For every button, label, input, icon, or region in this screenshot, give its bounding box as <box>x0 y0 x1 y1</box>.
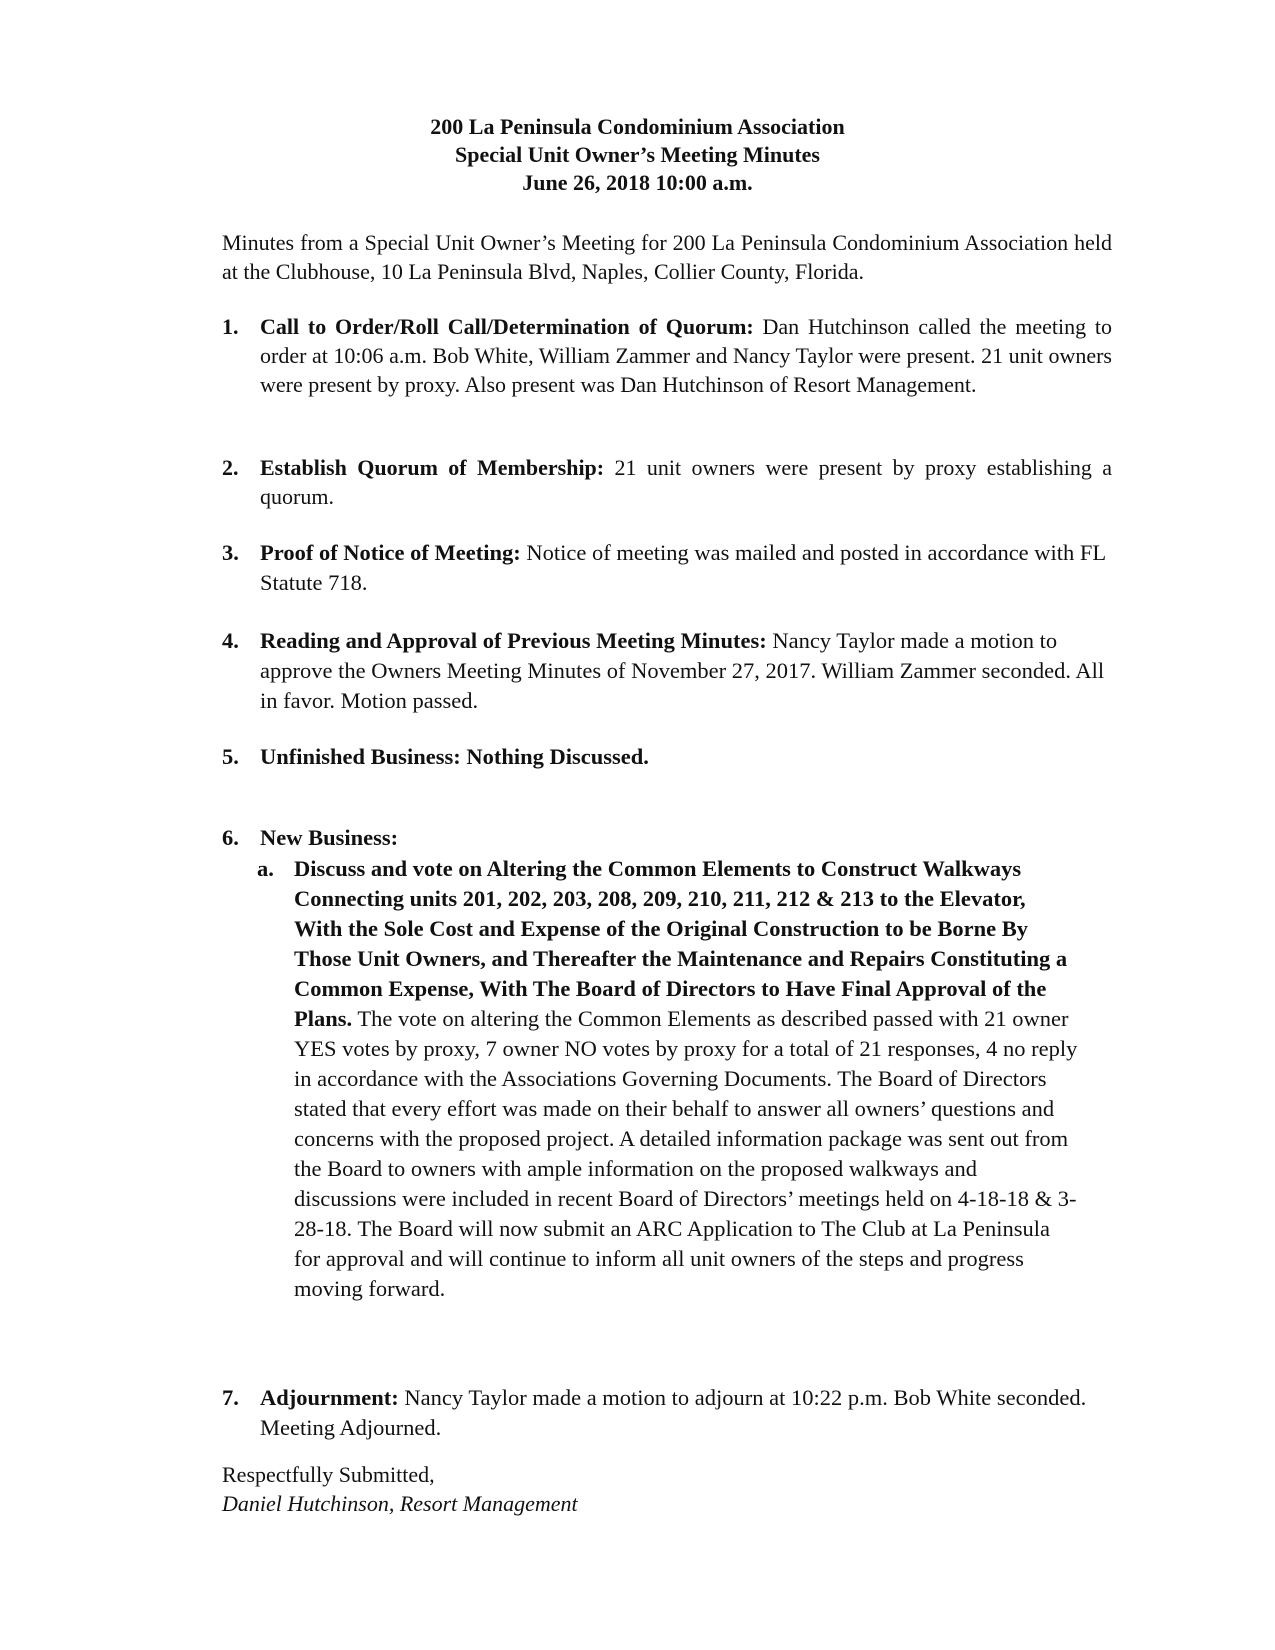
item-heading: Reading and Approval of Previous Meeting Minutes: <box>260 628 767 653</box>
item-text: Dan Hutchinson called the meeting to order at 10:06 a.m. Bob White, William Zammer and Nancy Taylor were present. 21 unit owners were present by proxy. Also present was Dan Hutchinson of Resort Management. <box>260 314 1112 397</box>
agenda-item-quorum <box>222 453 1112 511</box>
item-heading: Establish Quorum of Membership: <box>260 455 605 480</box>
item-number: 1. <box>222 314 239 339</box>
item-number: 2. <box>222 455 239 480</box>
signoff-closing: Respectfully Submitted, <box>222 1462 435 1487</box>
item-heading: New Business: <box>260 825 399 850</box>
sub-item-text: The vote on altering the Common Elements as described passed with 21 owner YES votes by proxy, 7 owner NO votes by proxy for a total of 21 responses, 4 no reply in accordance with the Associations Governing Documents. The Board of Directors stated that every effort was made on their behalf to answer all owners’ questions and concerns with the proposed project. A detailed information package was sent out from the Board to owners with ample information on the proposed walkways and discussions were included in recent Board of Directors’ meetings held on 4-18-18 & 3-28-18. The Board will now submit an ARC Application to The Club at La Peninsula for approval and will continue to inform all unit owners of the steps and progress moving forward. <box>294 1006 1078 1301</box>
signoff <box>222 1460 578 1518</box>
agenda-item-call-to-order <box>222 312 1112 399</box>
new-business-sub-item <box>257 854 1078 1304</box>
sub-item-heading: Discuss and vote on Altering the Common Elements to Construct Walkways Connecting units 201, 202, 203, 208, 209, 210, 211, 212 & 213 to the Elevator, With the Sole Cost and Expense of the Original Construction to be Borne By Those Unit Owners, and Thereafter the Maintenance and Repairs Constituting a Common Expense, With The Board of Directors to Have Final Approval of the Plans. <box>294 856 1068 1031</box>
item-text: Nancy Taylor made a motion to approve the Owners Meeting Minutes of November 27, 2017. William Zammer seconded. All in favor. Motion passed. <box>260 628 1105 713</box>
item-text: 21 unit owners were present by proxy establishing a quorum. <box>260 455 1112 509</box>
item-text: Nancy Taylor made a motion to adjourn at 10:22 p.m. Bob White seconded. Meeting Adjourned. <box>260 1385 1087 1440</box>
item-text: Notice of meeting was mailed and posted in accordance with FL Statute 718. <box>260 540 1106 595</box>
item-number: 4. <box>222 628 239 653</box>
meeting-date: June 26, 2018 10:00 a.m. <box>522 170 753 195</box>
document-header <box>0 113 1275 197</box>
intro-paragraph: Minutes from a Special Unit Owner’s Meeting for 200 La Peninsula Condominium Association held at the Clubhouse, 10 La Peninsula Blvd, Naples, Collier County, Florida. <box>222 230 1112 284</box>
signoff-name: Daniel Hutchinson, Resort Management <box>222 1491 578 1516</box>
item-heading: Unfinished Business: Nothing Discussed. <box>260 744 649 769</box>
agenda-item-proof-of-notice <box>222 538 1112 598</box>
association-title: 200 La Peninsula Condominium Association <box>430 114 845 139</box>
item-number: 7. <box>222 1385 239 1410</box>
agenda-item-previous-minutes <box>222 626 1112 716</box>
item-heading: Call to Order/Roll Call/Determination of Quorum: <box>260 314 754 339</box>
sub-item-letter: a. <box>257 856 274 881</box>
meeting-title: Special Unit Owner’s Meeting Minutes <box>455 142 820 167</box>
agenda-item-unfinished-business <box>222 742 1112 772</box>
item-number: 6. <box>222 825 239 850</box>
item-number: 5. <box>222 744 239 769</box>
agenda-item-adjournment <box>222 1383 1112 1443</box>
agenda-item-new-business <box>222 823 1112 1304</box>
item-heading: Proof of Notice of Meeting: <box>260 540 521 565</box>
item-heading: Adjournment: <box>260 1385 399 1410</box>
item-number: 3. <box>222 540 239 565</box>
